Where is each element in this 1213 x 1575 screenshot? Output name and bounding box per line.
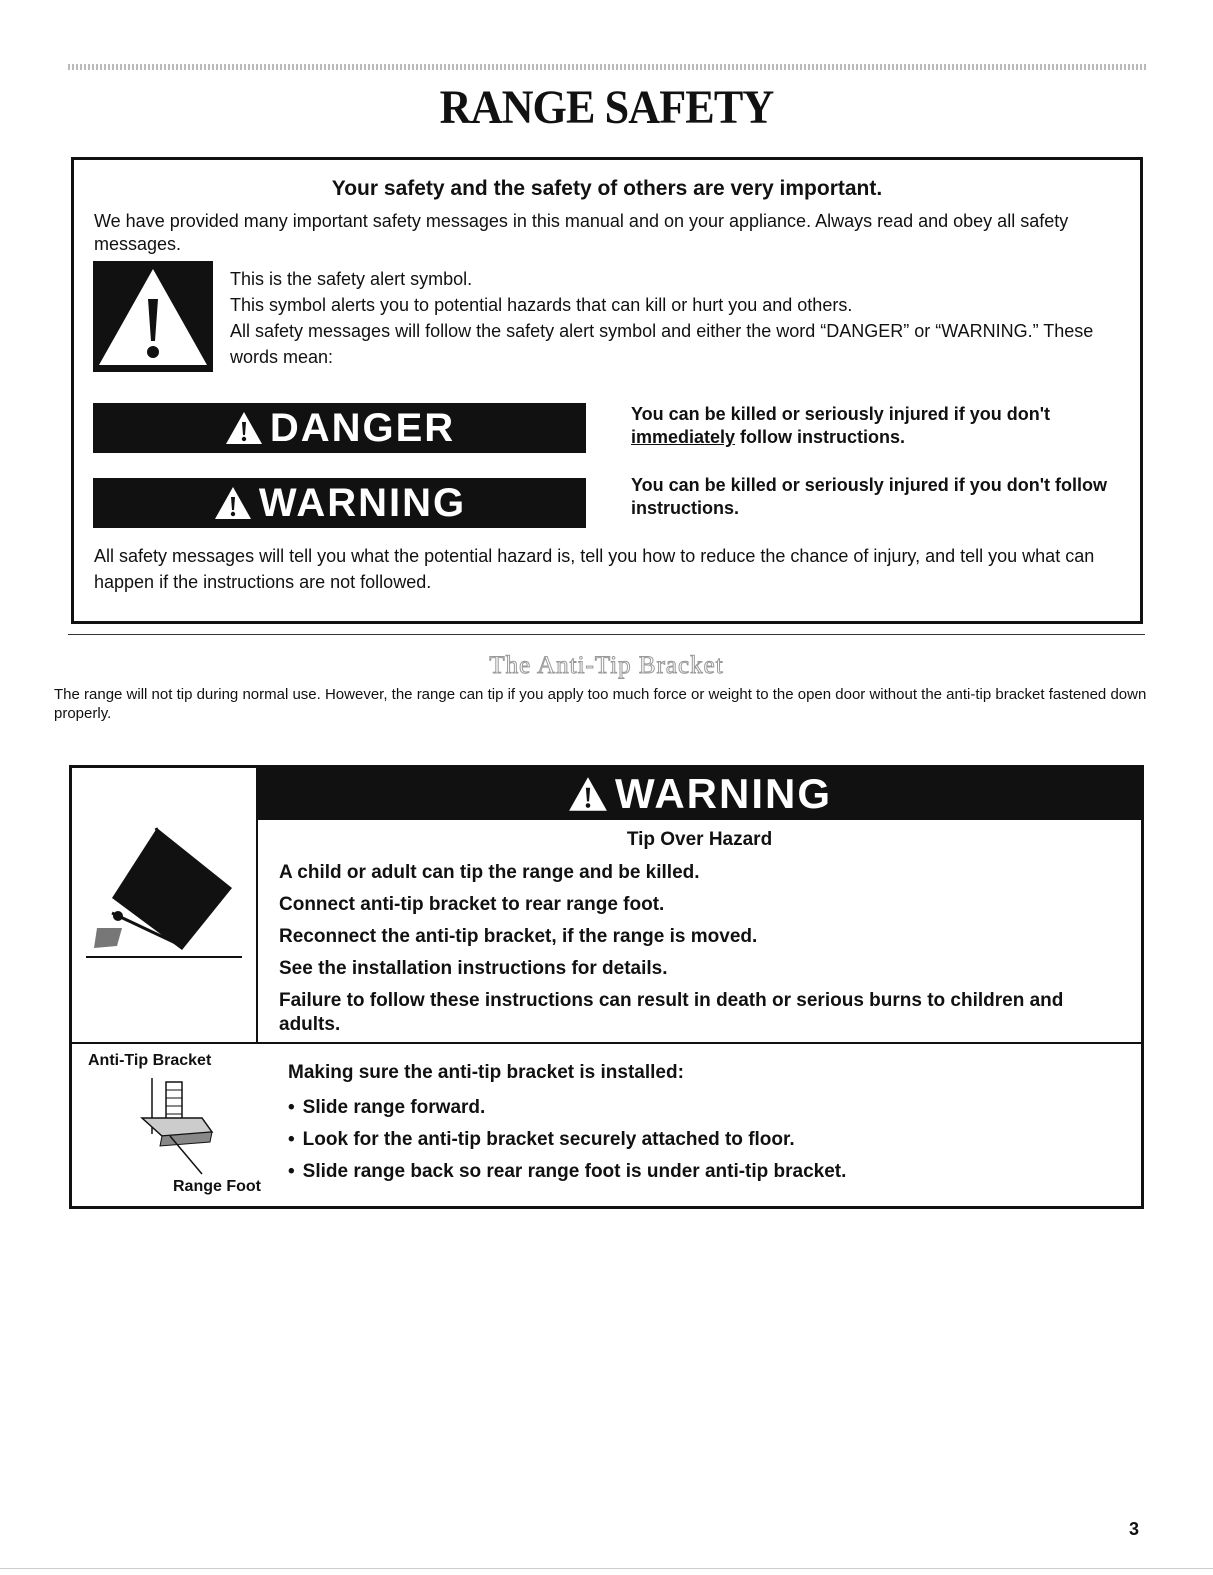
warning-meaning: You can be killed or seriously injured if you don't follow instructions.	[631, 475, 1107, 518]
warning-triangle-icon	[567, 775, 609, 813]
page-title: RANGE SAFETY	[439, 81, 774, 134]
page-number: 3	[1129, 1519, 1140, 1539]
hazard-title: Tip Over Hazard	[626, 829, 773, 850]
anti-tip-body: The range will not tip during normal use. However, the range can tip if you apply too much force or weight to the open door without the anti-tip bracket fastened down properly.	[54, 686, 1147, 722]
anti-tip-section-title: The Anti-Tip Bracket	[489, 652, 724, 679]
hazard-line: Reconnect the anti-tip bracket, if the range is moved.	[279, 926, 758, 947]
danger-emphasis: immediately	[631, 427, 736, 447]
list-item: • Slide range forward.	[288, 1092, 846, 1124]
safety-intro: We have provided many important safety messages in this manual and on your appliance. Always read and obey all safety messages.	[94, 211, 1069, 254]
anti-tip-bracket-label: Anti-Tip Bracket	[88, 1052, 212, 1069]
danger-signal-banner	[93, 403, 586, 453]
danger-label: DANGER	[269, 406, 456, 450]
section-divider	[68, 634, 1145, 635]
warning-label: WARNING	[258, 481, 467, 525]
range-foot-label: Range Foot	[173, 1178, 261, 1195]
warning-banner-label: WARNING	[615, 770, 832, 817]
warning-banner	[258, 768, 1141, 820]
danger-text-end: follow instructions.	[735, 427, 906, 447]
hazard-line: Failure to follow these instructions can result in death or serious burns to children and adults.	[279, 990, 1064, 1035]
hazard-lines	[279, 861, 1109, 1045]
safety-closing: All safety messages will tell you what the potential hazard is, tell you how to reduce the chance of injury, and tell you what can happen if the instructions are not followed.	[94, 546, 1095, 592]
hazard-line: See the installation instructions for details.	[279, 958, 668, 979]
danger-text: You can be killed or seriously injured if you don't	[631, 404, 1051, 424]
alert-explanation	[230, 266, 1130, 370]
warning-triangle-icon	[213, 485, 253, 521]
list-item: • Look for the anti-tip bracket securely attached to floor.	[288, 1124, 846, 1156]
safety-headline: Your safety and the safety of others are very important.	[331, 177, 883, 200]
check-list	[288, 1092, 846, 1188]
tip-over-warning-box	[69, 765, 1144, 1209]
hazard-line: A child or adult can tip the range and be killed.	[279, 862, 700, 883]
bottom-rule	[0, 1568, 1213, 1569]
danger-meaning	[631, 403, 1111, 449]
warning-triangle-icon	[224, 410, 264, 446]
anti-tip-bracket-icon	[132, 1074, 252, 1182]
tip-over-illustration	[72, 768, 258, 1042]
top-dotted-rule	[68, 64, 1146, 70]
alert-line: This is the safety alert symbol.	[230, 269, 473, 289]
list-item: • Slide range back so rear range foot is under anti-tip bracket.	[288, 1156, 846, 1188]
safety-alert-icon	[93, 261, 213, 372]
hazard-line: Connect anti-tip bracket to rear range foot.	[279, 894, 665, 915]
alert-line: All safety messages will follow the safety alert symbol and either the word “DANGER” or “WARNING.” These words mean:	[230, 321, 1094, 367]
check-title: Making sure the anti-tip bracket is installed:	[288, 1062, 684, 1083]
safety-info-box	[71, 157, 1143, 624]
tipping-range-icon	[72, 768, 256, 1042]
alert-line: This symbol alerts you to potential hazards that can kill or hurt you and others.	[230, 295, 853, 315]
warning-signal-banner	[93, 478, 586, 528]
